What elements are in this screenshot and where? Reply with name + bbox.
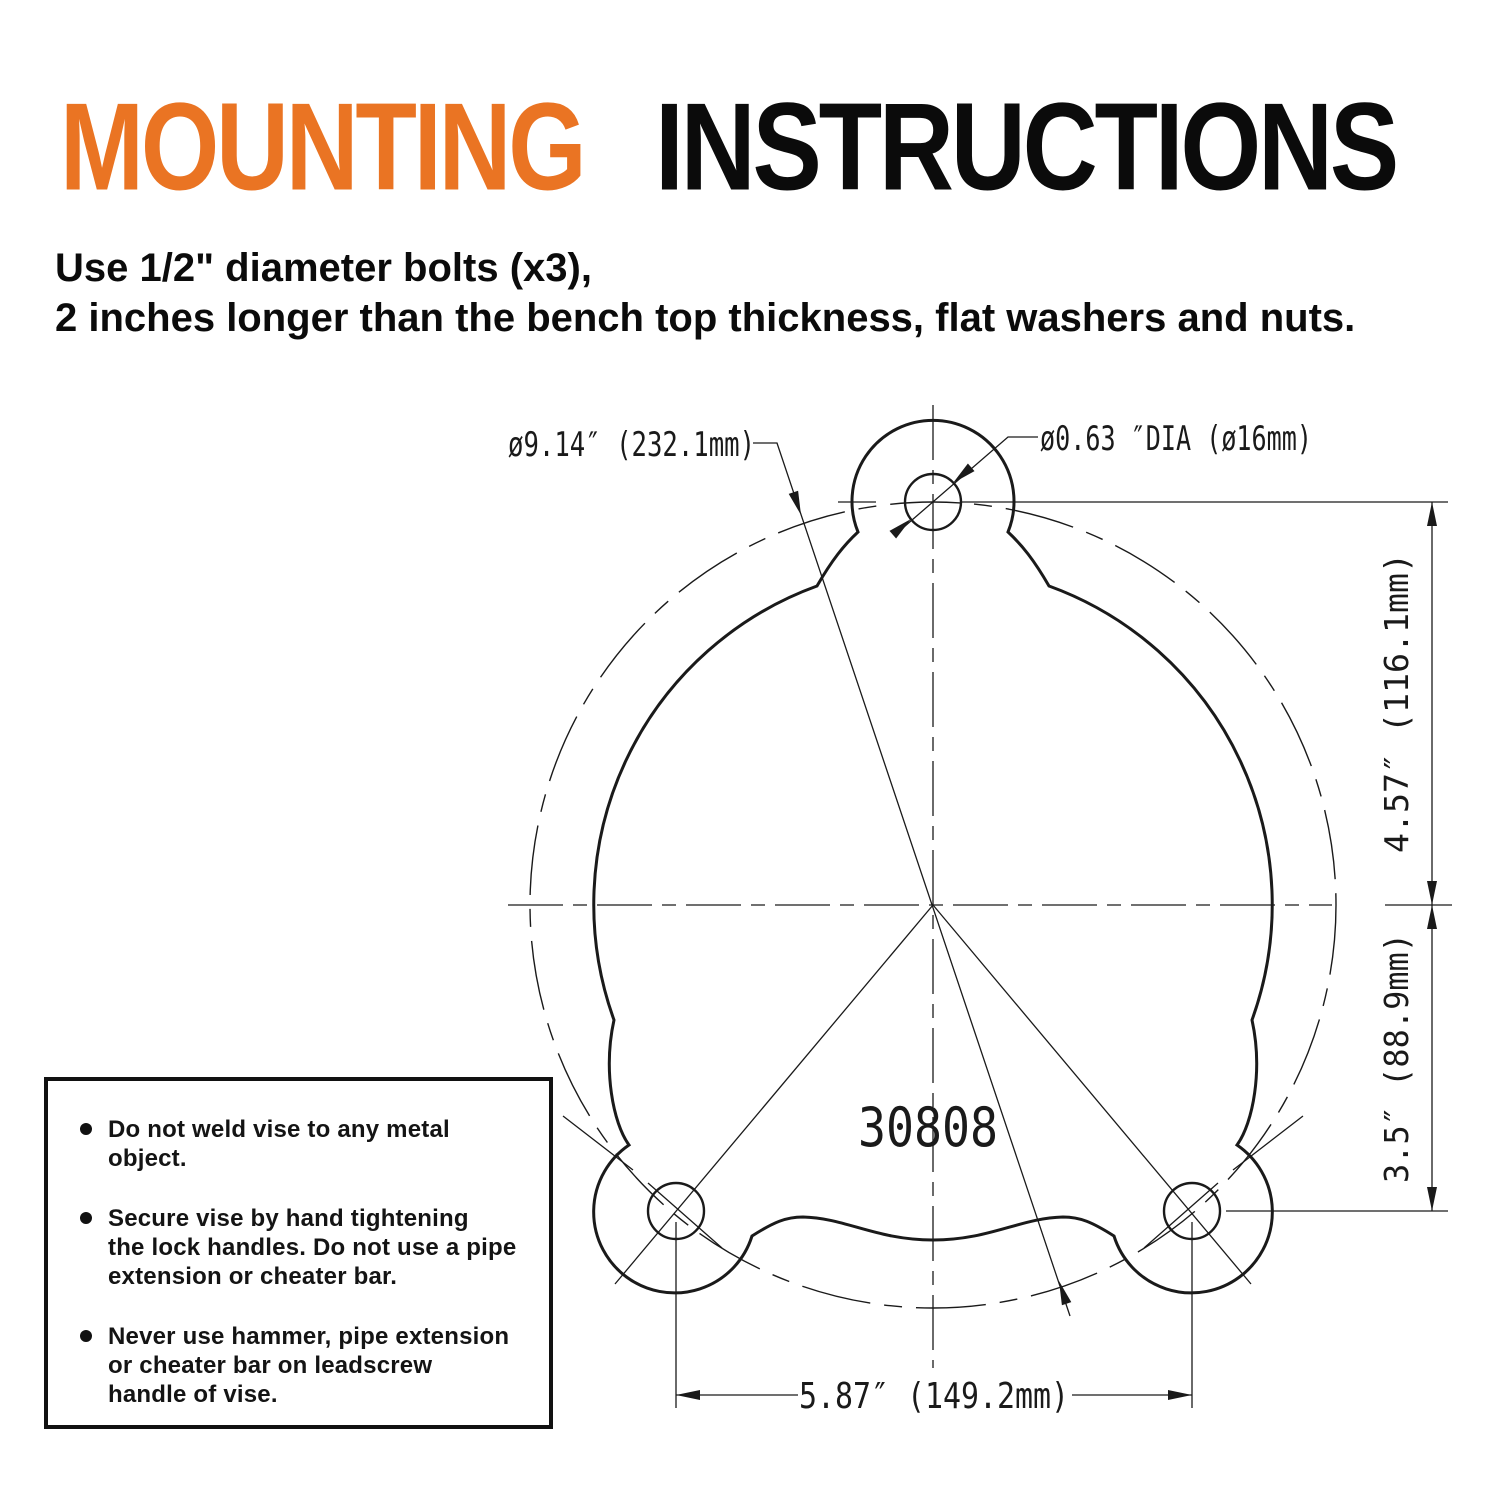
bolt-circle-label: ø9.14″ (232.1mm) xyxy=(508,425,755,465)
dim-bottom-label: 5.87″ (149.2mm) xyxy=(799,1376,1069,1417)
hole-arrow-lower xyxy=(890,519,912,539)
note-2-line-3: extension or cheater bar. xyxy=(108,1263,398,1290)
safety-notes-box xyxy=(44,1077,553,1429)
dim-arrow-mid-down xyxy=(1427,881,1437,905)
radial-line-bottom-right xyxy=(933,905,1251,1284)
note-item-1 xyxy=(80,1115,525,1173)
part-number: 30808 xyxy=(858,1096,998,1159)
note-1-line-1: Do not weld vise to any metal object. xyxy=(108,1116,450,1172)
note-3-line-2: or cheater bar on leadscrew xyxy=(108,1352,433,1379)
hole-tick-bottom-right xyxy=(1144,1116,1303,1248)
note-3-line-1: Never use hammer, pipe extension xyxy=(108,1323,510,1350)
dim-lower-right-label: 3.5″ (88.9mm) xyxy=(1377,924,1416,1183)
leader-arrow-upper xyxy=(789,491,801,515)
note-3-line-3: handle of vise. xyxy=(108,1381,278,1408)
title-word-instructions: INSTRUCTIONS xyxy=(655,76,1396,216)
note-2-line-1: Secure vise by hand tightening xyxy=(108,1205,469,1232)
subtitle-line-2: 2 inches longer than the bench top thickness, flat washers and nuts. xyxy=(55,296,1356,340)
note-item-2 xyxy=(80,1204,525,1291)
title-word-mounting: MOUNTING xyxy=(60,76,584,216)
bolt-circle-leader xyxy=(753,443,1070,1316)
dim-arrow-left xyxy=(676,1390,700,1400)
bullet-icon xyxy=(80,1330,92,1342)
dim-arrow-bottom-down xyxy=(1427,1187,1437,1211)
subtitle-line-1: Use 1/2" diameter bolts (x3), xyxy=(55,246,592,290)
note-2-line-2: the lock handles. Do not use a pipe xyxy=(108,1234,517,1261)
radial-line-bottom-left xyxy=(615,905,933,1284)
hole-arrow-upper xyxy=(953,464,975,484)
dim-upper-right-label: 4.57″ (116.1mm) xyxy=(1377,554,1416,853)
bullet-icon xyxy=(80,1123,92,1135)
hole-diameter-label: ø0.63 ″DIA (ø16mm) xyxy=(1040,419,1312,459)
note-item-3 xyxy=(80,1322,525,1409)
dim-arrow-top-up xyxy=(1427,502,1437,526)
bullet-icon xyxy=(80,1212,92,1224)
dim-arrow-right xyxy=(1168,1390,1192,1400)
hole-diameter-leader xyxy=(897,437,1038,533)
dim-arrow-mid-up xyxy=(1427,905,1437,929)
